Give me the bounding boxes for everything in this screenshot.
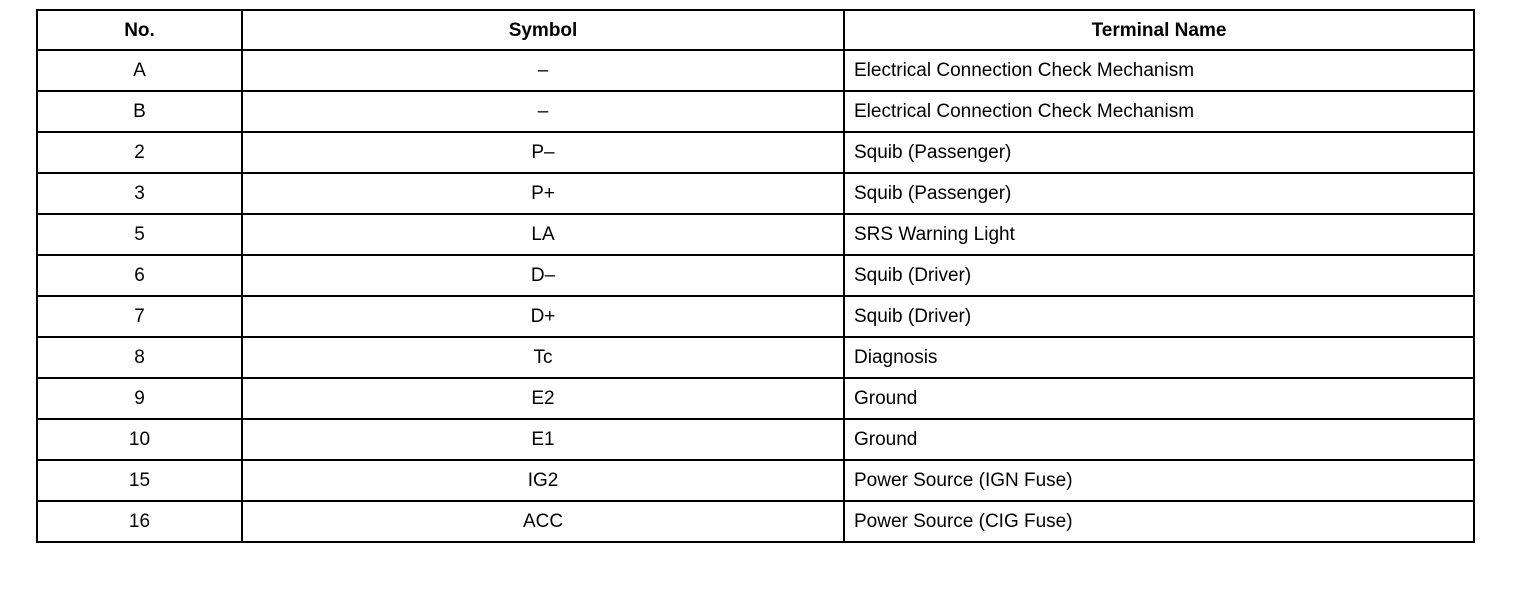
- table-row: [37, 337, 1474, 378]
- table-body: [37, 50, 1474, 542]
- cell-symbol: –: [242, 50, 844, 91]
- header-no: No.: [37, 10, 242, 50]
- cell-no: 2: [37, 132, 242, 173]
- cell-terminal-name: Electrical Connection Check Mechanism: [844, 50, 1474, 91]
- cell-no: 7: [37, 296, 242, 337]
- cell-symbol: Tc: [242, 337, 844, 378]
- cell-terminal-name: Squib (Passenger): [844, 132, 1474, 173]
- table-row: [37, 378, 1474, 419]
- cell-symbol: LA: [242, 214, 844, 255]
- cell-terminal-name: Electrical Connection Check Mechanism: [844, 91, 1474, 132]
- cell-terminal-name: Ground: [844, 419, 1474, 460]
- cell-terminal-name: SRS Warning Light: [844, 214, 1474, 255]
- terminal-table: [36, 9, 1475, 543]
- cell-no: B: [37, 91, 242, 132]
- table-row: [37, 419, 1474, 460]
- cell-terminal-name: Power Source (CIG Fuse): [844, 501, 1474, 542]
- cell-symbol: –: [242, 91, 844, 132]
- cell-terminal-name: Power Source (IGN Fuse): [844, 460, 1474, 501]
- table-row: [37, 255, 1474, 296]
- cell-no: 6: [37, 255, 242, 296]
- cell-symbol: P+: [242, 173, 844, 214]
- cell-terminal-name: Diagnosis: [844, 337, 1474, 378]
- cell-no: 3: [37, 173, 242, 214]
- cell-symbol: D–: [242, 255, 844, 296]
- cell-no: 5: [37, 214, 242, 255]
- cell-terminal-name: Squib (Passenger): [844, 173, 1474, 214]
- cell-symbol: E1: [242, 419, 844, 460]
- table-row: [37, 50, 1474, 91]
- table-row: [37, 460, 1474, 501]
- header-row: [37, 10, 1474, 50]
- cell-no: 15: [37, 460, 242, 501]
- header-symbol: Symbol: [242, 10, 844, 50]
- cell-symbol: E2: [242, 378, 844, 419]
- cell-no: 16: [37, 501, 242, 542]
- cell-terminal-name: Squib (Driver): [844, 296, 1474, 337]
- table-row: [37, 296, 1474, 337]
- cell-no: 9: [37, 378, 242, 419]
- header-terminal-name: Terminal Name: [844, 10, 1474, 50]
- cell-no: 10: [37, 419, 242, 460]
- cell-symbol: ACC: [242, 501, 844, 542]
- cell-symbol: IG2: [242, 460, 844, 501]
- table-row: [37, 501, 1474, 542]
- table-row: [37, 214, 1474, 255]
- cell-symbol: P–: [242, 132, 844, 173]
- cell-terminal-name: Squib (Driver): [844, 255, 1474, 296]
- table-row: [37, 173, 1474, 214]
- cell-terminal-name: Ground: [844, 378, 1474, 419]
- cell-no: 8: [37, 337, 242, 378]
- cell-symbol: D+: [242, 296, 844, 337]
- table-row: [37, 132, 1474, 173]
- table-header: [37, 10, 1474, 50]
- table-row: [37, 91, 1474, 132]
- cell-no: A: [37, 50, 242, 91]
